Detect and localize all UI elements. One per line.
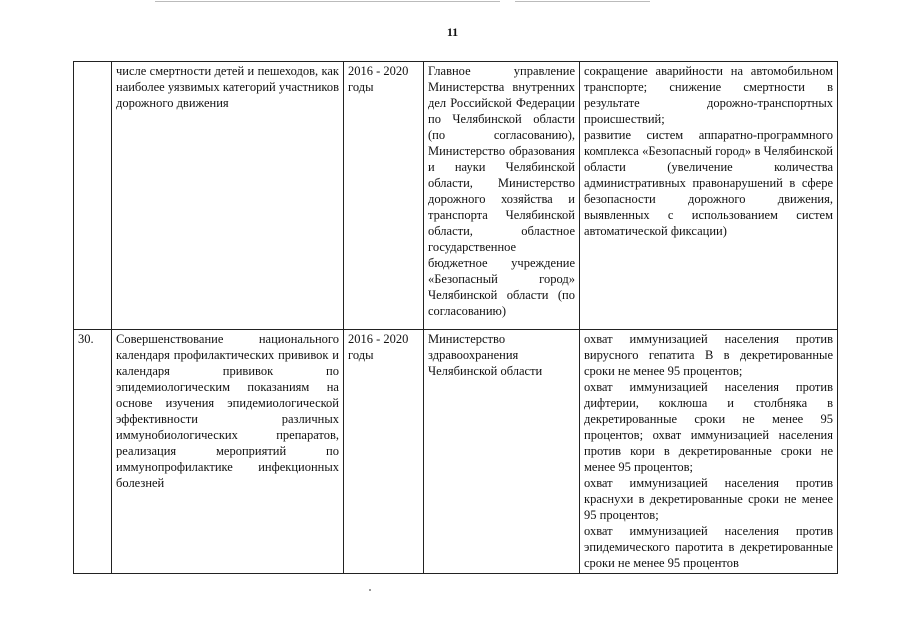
table-row [74, 62, 838, 330]
task-cell: числе смертности детей и пешеходов, как наиболее уязвимых категорий участников дорожного движения [112, 62, 344, 330]
row-number-cell: 30. [74, 330, 112, 574]
row-number-cell [74, 62, 112, 330]
scan-top-rule [515, 1, 650, 2]
result-paragraph: охват иммунизацией населения против эпидемического паротита в декретированные сроки не менее 95 процентов [584, 524, 833, 570]
result-paragraph: сокращение аварийности на автомобильном транспорте; снижение смертности в результате дорожно-транспортных происшествий; [584, 64, 833, 126]
table-row [74, 330, 838, 574]
results-cell [580, 330, 838, 574]
scan-top-rule [155, 1, 500, 2]
result-paragraph: охват иммунизацией населения против краснухи в декретированные сроки не менее 95 процентов; [584, 476, 833, 522]
result-paragraph: охват иммунизацией населения против вирусного гепатита В в декретированные сроки не менее 95 процентов; [584, 332, 833, 378]
executors-cell: Главное управление Министерства внутренних дел Российской Федерации по Челябинской области (по согласованию), Министерство образования и науки Челябинской области, Министерство дорожного хозяйства и транспорта Челябинской области, областное государственное бюджетное учреждение «Безопасный город» Челябинской области (по согласованию) [424, 62, 580, 330]
results-cell [580, 62, 838, 330]
period-cell: 2016 - 2020 годы [344, 62, 424, 330]
measures-table [73, 61, 838, 574]
executors-cell: Министерство здравоохранения Челябинской области [424, 330, 580, 574]
scan-speck [369, 589, 371, 591]
task-cell: Совершенствование национального календаря профилактических прививок и календаря прививок по эпидемиологическим показаниям на основе изучения эпидемиологической эффективности различных иммунобиологических препаратов, реализация мероприятий по иммунопрофилактике инфекционных болезней [112, 330, 344, 574]
period-cell: 2016 - 2020 годы [344, 330, 424, 574]
result-paragraph: развитие систем аппаратно-программного комплекса «Безопасный город» в Челябинской области (увеличение количества административных правонарушений в сфере безопасности дорожного движения, выявленных с использованием систем автоматической фиксации) [584, 128, 833, 238]
page-number: 11 [446, 25, 459, 39]
result-paragraph: охват иммунизацией населения против дифтерии, коклюша и столбняка в декретированные сроки не менее 95 процентов; охват иммунизацией населения против кори в декретированные сроки не менее 95 процентов; [584, 380, 833, 474]
